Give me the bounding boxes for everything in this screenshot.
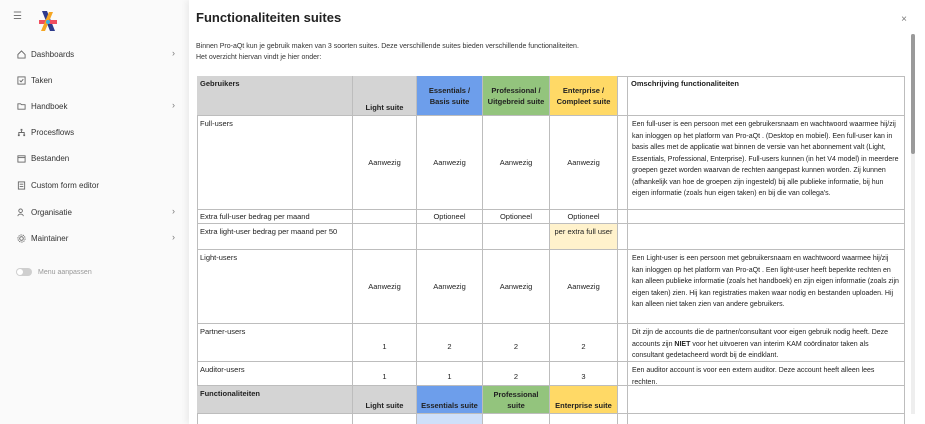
sidebar-item-procesflows[interactable] <box>16 123 181 141</box>
sidebar-item-bestanden[interactable] <box>16 149 181 167</box>
row-label: Extra full-user bedrag per maand <box>197 210 353 224</box>
toggle-label: Menu aanpassen <box>38 268 92 276</box>
sidebar-item-organisatie[interactable] <box>16 203 181 221</box>
cell-light: 1 <box>353 362 417 386</box>
sidebar-item-dashboards[interactable] <box>16 45 181 63</box>
chevron-right-icon: › <box>172 48 175 58</box>
row-label: Auditor-users <box>197 362 353 386</box>
cell-enterprise: Optioneel <box>550 210 618 224</box>
desc-text: voor het uitvoeren van interim KAM coördinator taken als consultant gedetacheerd wordt bij de eindklant. <box>632 340 869 359</box>
sidebar <box>0 0 189 424</box>
cell-description <box>628 210 905 224</box>
check-icon <box>16 75 26 85</box>
scrollbar-thumb[interactable] <box>911 34 915 154</box>
header-enterprise-suite: Enterprise / Compleet suite <box>550 76 618 116</box>
files-icon <box>16 153 26 163</box>
flow-icon <box>16 127 26 137</box>
sidebar-item-label: Custom form editor <box>31 180 100 190</box>
cell-description <box>628 324 905 362</box>
desc-bold: NIET <box>674 340 691 348</box>
sidebar-item-custom-form-editor[interactable] <box>16 176 181 194</box>
suites-dialog <box>189 0 925 424</box>
desc-text: Dit zijn de accounts die de partner/consultant voor eigen gebruik nodig heeft. Deze accounts zijn <box>632 329 889 348</box>
chevron-right-icon: › <box>172 100 175 110</box>
cell-professional: Optioneel <box>483 210 550 224</box>
cell-essentials <box>417 224 483 250</box>
row-label: Partner-users <box>197 324 353 362</box>
dialog-intro <box>196 41 896 63</box>
cell-professional: Aanwezig <box>483 250 550 324</box>
cell-light <box>353 224 417 250</box>
cell-light: 1 <box>353 324 417 362</box>
menu-customize-toggle[interactable] <box>16 268 92 276</box>
cell-professional: 2 <box>483 362 550 386</box>
footer-header-essentials-suite: Essentials suite <box>417 386 483 414</box>
intro-line: Binnen Pro-aQt kun je gebruik maken van 3 soorten suites. Deze verschillende suites bieden verschillende functionaliteiten. <box>196 43 579 50</box>
home-icon <box>16 49 26 59</box>
header-description: Omschrijving functionaliteiten <box>628 76 905 116</box>
people-icon <box>16 207 26 217</box>
sidebar-item-label: Handboek <box>31 101 68 111</box>
header-light-suite: Light suite <box>353 76 417 116</box>
cell-essentials: Aanwezig <box>417 250 483 324</box>
cell-light <box>353 210 417 224</box>
logo-icon[interactable] <box>38 10 58 32</box>
header-gebruikers: Gebruikers <box>197 76 353 116</box>
close-icon[interactable]: × <box>901 14 907 25</box>
footer-header-professional-suite: Professional suite <box>483 386 550 414</box>
sidebar-item-label: Taken <box>31 75 53 85</box>
cell-professional <box>483 224 550 250</box>
cell-enterprise: 2 <box>550 324 618 362</box>
cell-description <box>628 224 905 250</box>
cell-enterprise: Aanwezig <box>550 250 618 324</box>
chevron-right-icon: › <box>172 206 175 216</box>
form-icon <box>16 180 26 190</box>
folder-icon <box>16 101 26 111</box>
footer-header-light-suite: Light suite <box>353 386 417 414</box>
menu-icon[interactable]: ☰ <box>13 11 22 22</box>
row-label: Full-users <box>197 116 353 210</box>
footer-header-enterprise-suite: Enterprise suite <box>550 386 618 414</box>
cell-enterprise: 3 <box>550 362 618 386</box>
sidebar-item-label: Maintainer <box>31 233 69 243</box>
header-professional-suite: Professional / Uitgebreid suite <box>483 76 550 116</box>
sidebar-item-handboek[interactable] <box>16 97 181 115</box>
cell-description: Een Light-user is een persoon met gebruikersnaam en wachtwoord waarmee hij/zij kan inloggen op het platform van Pro-aQt . Een light-user heeft beperkte rechten en kan alleen publieke informatie (zoals het handboek) en zijn eigen informatie (zoals zijn eigen taken) zien. Hij kan registraties maken waar nodig en bestanden uploaden. Hij kan alleen niet taken zien van andere gebruikers. <box>628 250 905 324</box>
sidebar-item-taken[interactable] <box>16 71 181 89</box>
sidebar-item-maintainer[interactable] <box>16 229 181 247</box>
intro-line: Het overzicht hiervan vindt je hier onder: <box>196 54 322 61</box>
cell-description: Een auditor account is voor een extern auditor. Deze account heeft alleen lees rechten. <box>628 362 905 386</box>
sidebar-item-label: Procesflows <box>31 127 75 137</box>
toggle-switch[interactable] <box>16 268 32 276</box>
cell-essentials: Optioneel <box>417 210 483 224</box>
dialog-title: Functionaliteiten suites <box>196 10 342 25</box>
cell-essentials: Aanwezig <box>417 116 483 210</box>
cell-enterprise: Aanwezig <box>550 116 618 210</box>
header-functionaliteiten: Functionaliteiten <box>197 386 353 414</box>
cell-professional: 2 <box>483 324 550 362</box>
sidebar-item-label: Bestanden <box>31 153 70 163</box>
cell-essentials: 1 <box>417 362 483 386</box>
cell-essentials: 2 <box>417 324 483 362</box>
cell-enterprise: per extra full user <box>550 224 618 250</box>
row-label: Light-users <box>197 250 353 324</box>
header-essentials-suite: Essentials / Basis suite <box>417 76 483 116</box>
sidebar-item-label: Organisatie <box>31 207 72 217</box>
cell-professional: Aanwezig <box>483 116 550 210</box>
cell-light: Aanwezig <box>353 250 417 324</box>
gear-icon <box>16 233 26 243</box>
row-label: Extra light-user bedrag per maand per 50 <box>197 224 353 250</box>
chevron-right-icon: › <box>172 232 175 242</box>
sidebar-item-label: Dashboards <box>31 49 75 59</box>
cell-description: Een full-user is een persoon met een gebruikersnaam en wachtwoord waarmee hij/zij kan inloggen op het platform van Pro-aQt . (Desktop en mobiel). Een full-user kan in basis alles met de applicatie wat binnen de versie van het abonnement valt (Light, Essentials, Professional, Enterprise). Full-users kunnen (in het V4 model) in meerdere groepen gezet worden waarvan de rechten aangepast kunnen worden. Zij kunnen (afhankelijk van hoe de groepen zijn ingesteld) bij alle publieke informatie, bij hun eigen informatie (zoals hun eigen taken) en bij die van collega's. <box>628 116 905 210</box>
cell-light: Aanwezig <box>353 116 417 210</box>
